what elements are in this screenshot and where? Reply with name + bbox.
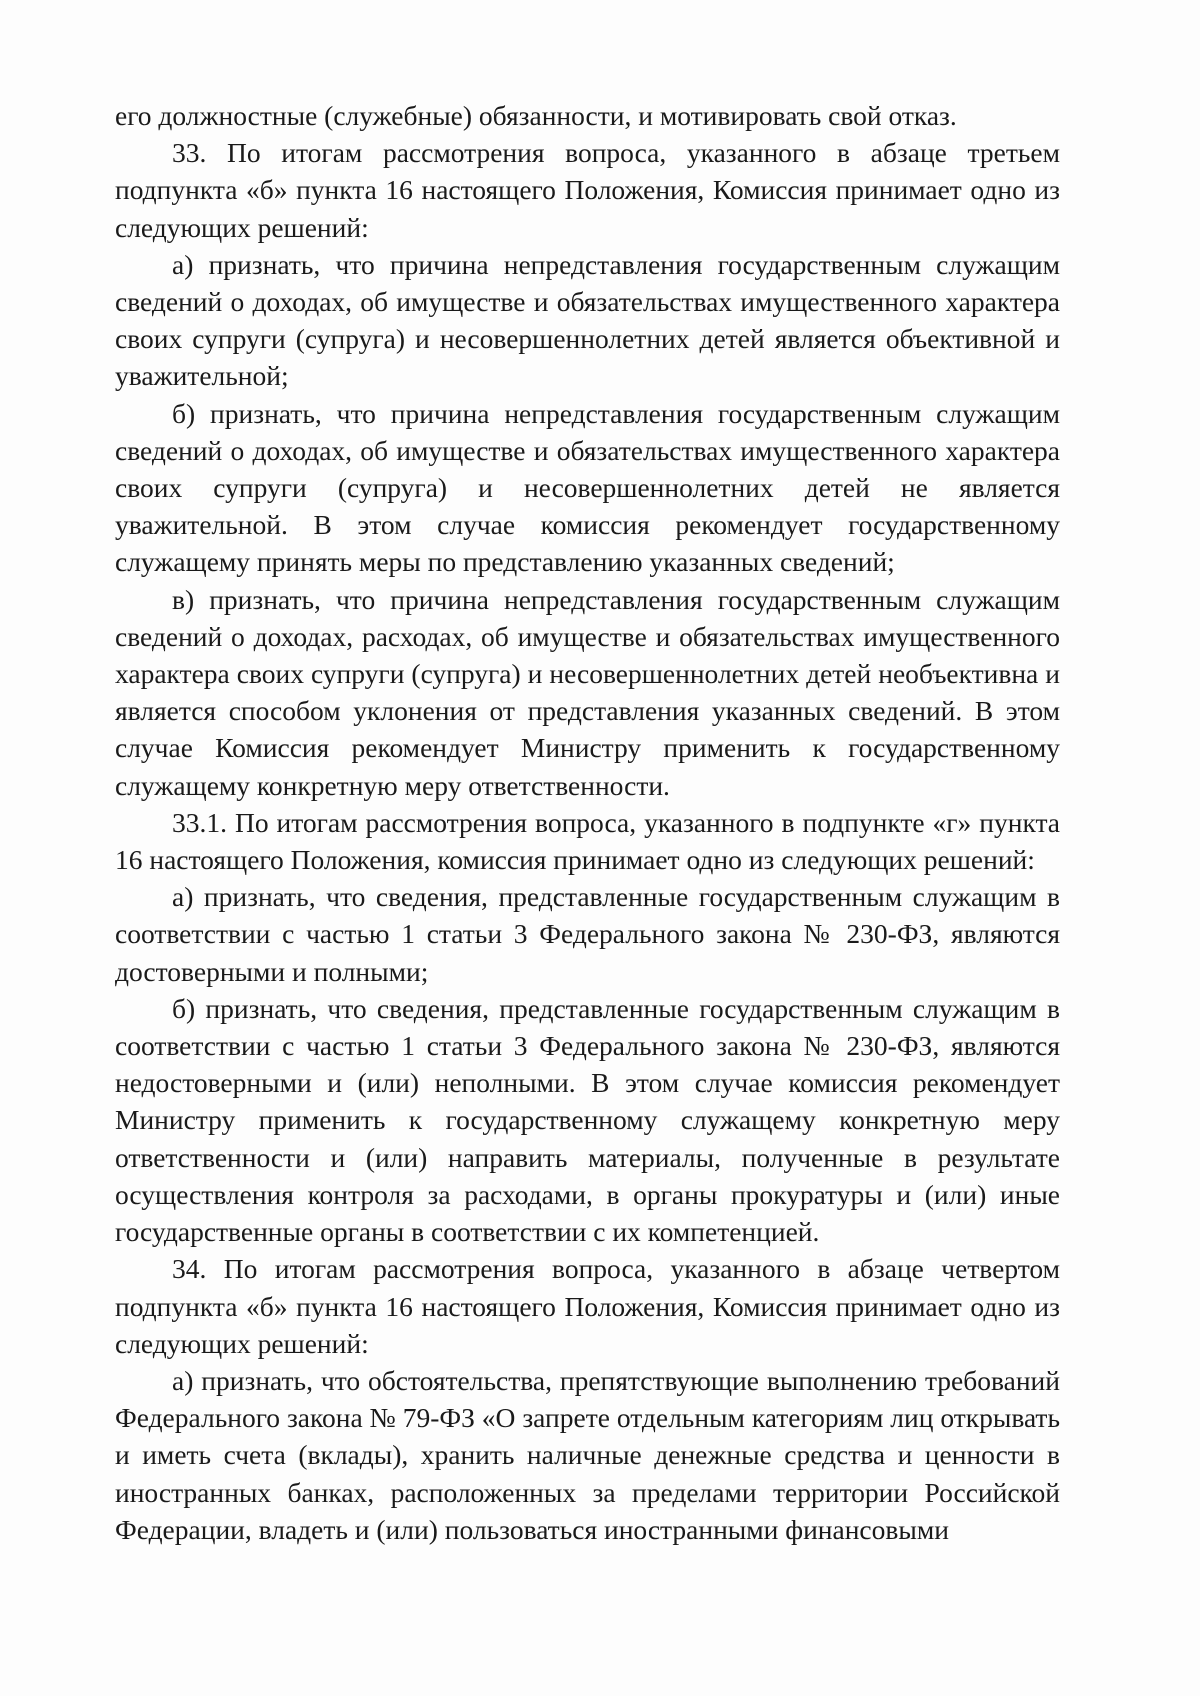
paragraph-33-a: а) признать, что причина непредставления государственным служащим сведений о доходах, об имуществе и обязательствах имущественного характера своих супруги (супруга) и несовершеннолетних детей является объективной и уважительной; (115, 248, 1060, 392)
paragraph-item-34: 34. По итогам рассмотрения вопроса, указанного в абзаце четвертом подпункта «б» пункта 16 настоящего Положения, Комиссия принимает одно из следующих решений: (115, 1253, 1060, 1359)
paragraph-33-1-a: а) признать, что сведения, представленные государственным служащим в соответствии с частью 1 статьи 3 Федерального закона № 230-ФЗ, являются достоверными и полными; (115, 881, 1060, 987)
document-body (115, 97, 1060, 1548)
paragraph-continuation: его должностные (служебные) обязанности, и мотивировать свой отказ. (115, 100, 957, 131)
paragraph-item-33-1: 33.1. По итогам рассмотрения вопроса, указанного в подпункте «г» пункта 16 настоящего Положения, комиссия принимает одно из следующих решений: (115, 806, 1060, 876)
paragraph-33-b: б) признать, что причина непредставления государственным служащим сведений о доходах, об имуществе и обязательствах имущественного характера своих супруги (супруга) и несовершеннолетних детей не является уважительной. В этом случае комиссия рекомендует государственному служащему принять меры по представлению указанных сведений; (115, 397, 1060, 578)
paragraph-33-v: в) признать, что причина непредставления государственным служащим сведений о доходах, расходах, об имуществе и обязательствах имущественного характера своих супруги (супруга) и несовершеннолетних детей необъективна и является способом уклонения от представления указанных сведений. В этом случае Комиссия рекомендует Министру применить к государственному служащему конкретную меру ответственности. (115, 583, 1060, 801)
paragraph-34-a: а) признать, что обстоятельства, препятствующие выполнению требований Федерального закона № 79-ФЗ «О запрете отдельным категориям лиц открывать и иметь счета (вклады), хранить наличные денежные средства и ценности в иностранных банках, расположенных за пределами территории Российской Федерации, владеть и (или) пользоваться иностранными финансовыми (115, 1364, 1060, 1545)
paragraph-33-1-b: б) признать, что сведения, представленные государственным служащим в соответствии с частью 1 статьи 3 Федерального закона № 230-ФЗ, являются недостоверными и (или) неполными. В этом случае комиссия рекомендует Министру применить к государственному служащему конкретную меру ответственности и (или) направить материалы, полученные в результате осуществления контроля за расходами, в органы прокуратуры и (или) иные государственные органы в соответствии с их компетенцией. (115, 992, 1060, 1248)
paragraph-item-33: 33. По итогам рассмотрения вопроса, указанного в абзаце третьем подпункта «б» пункта 16 настоящего Положения, Комиссия принимает одно из следующих решений: (115, 137, 1060, 243)
